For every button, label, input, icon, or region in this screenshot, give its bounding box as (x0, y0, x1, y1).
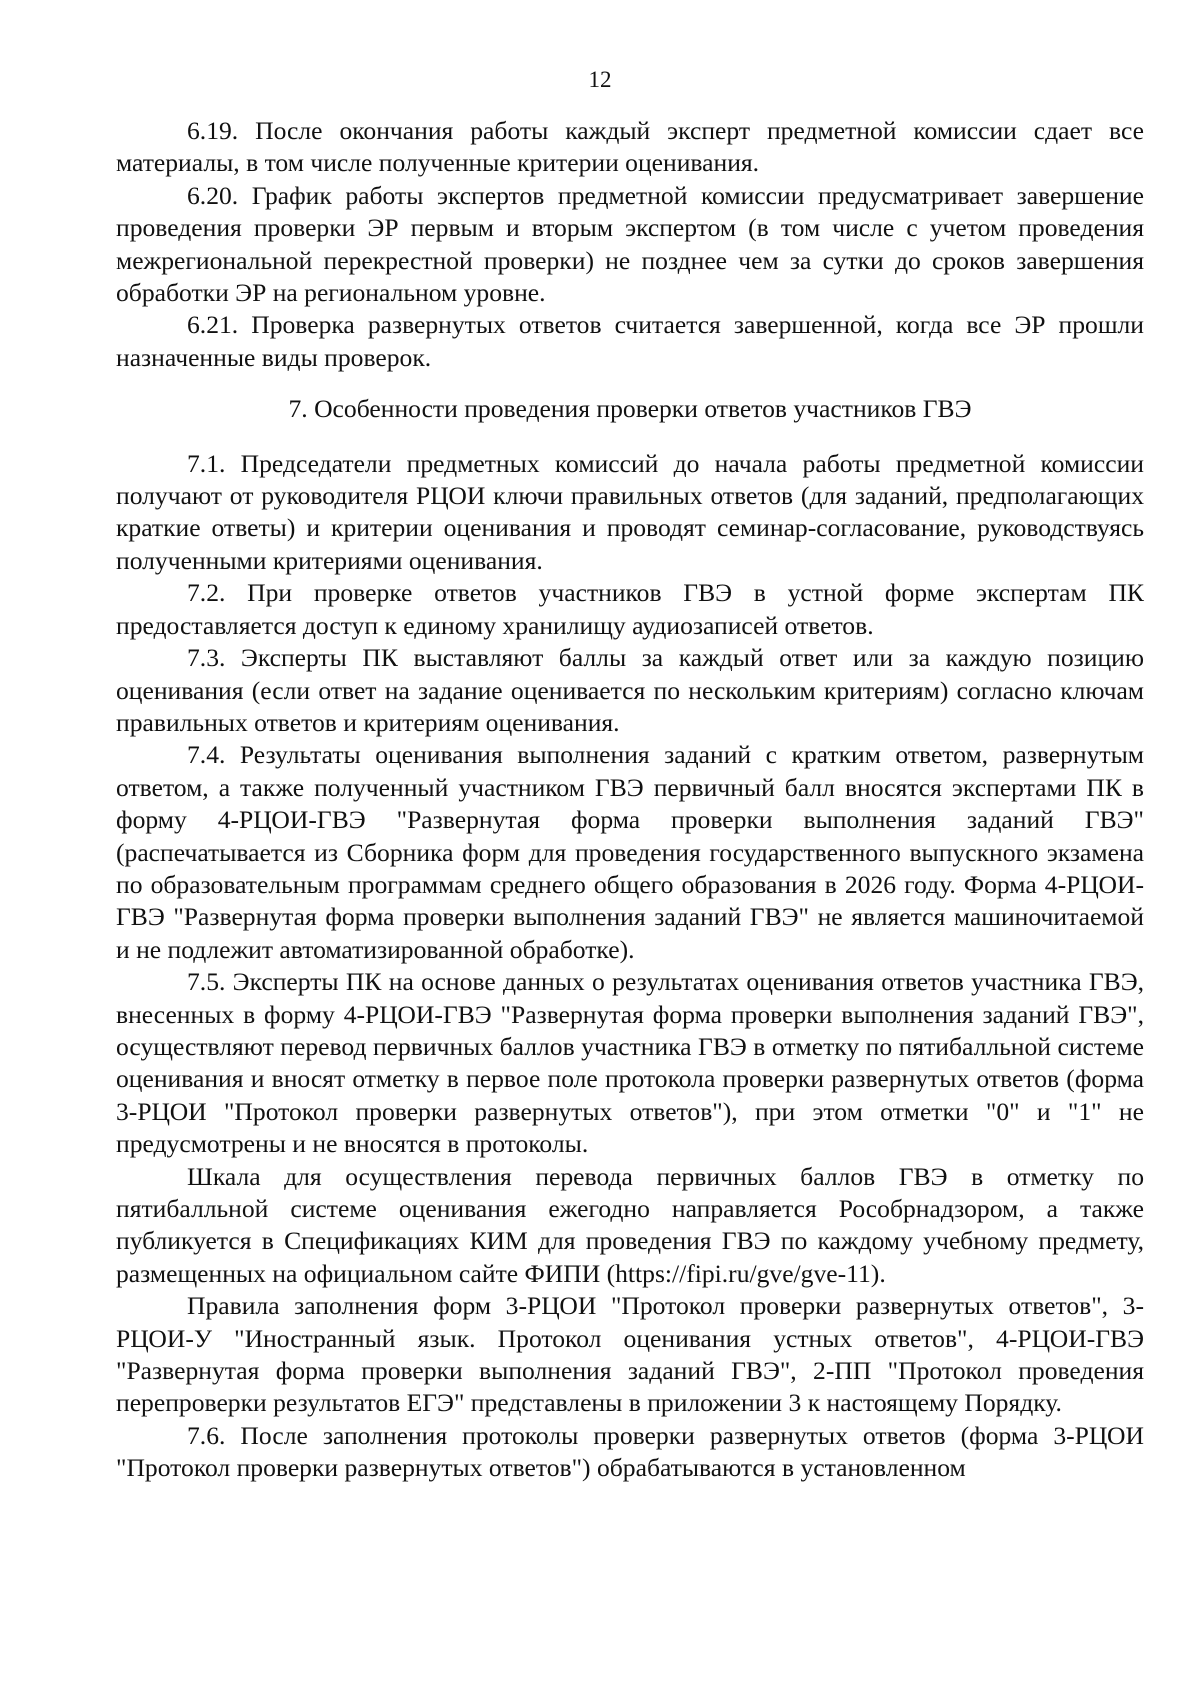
paragraph-7-1: 7.1. Председатели предметных комиссий до начала работы предметной комиссии получают от руководителя РЦОИ ключи правильных ответов (для заданий, предполагающих краткие ответы) и критерии оценивания и проводят семинар-согласование, руководствуясь полученными критериями оценивания. (116, 448, 1144, 575)
paragraph-7-5: 7.5. Эксперты ПК на основе данных о результатах оценивания ответов участника ГВЭ, внесенных в форму 4-РЦОИ-ГВЭ "Развернутая форма проверки выполнения заданий ГВЭ", осуществляют перевод первичных баллов участника ГВЭ в отметку по пятибалльной системе оценивания и вносят отметку в первое поле протокола проверки развернутых ответов (форма 3-РЦОИ "Протокол проверки развернутых ответов"), при этом отметки "0" и "1" не предусмотрены и не вносятся в протоколы. (116, 967, 1144, 1159)
paragraph-6-20: 6.20. График работы экспертов предметной комиссии предусматривает завершение проведения проверки ЭР первым и вторым экспертом (в том числе с учетом проведения межрегиональной перекрестной проверки) не позднее чем за сутки до сроков завершения обработки ЭР на региональном уровне. (116, 180, 1144, 308)
paragraph-6-21: 6.21. Проверка развернутых ответов считается завершенной, когда все ЭР прошли назначенные виды проверок. (116, 310, 1144, 372)
paragraph-rules: Правила заполнения форм 3-РЦОИ "Протокол проверки развернутых ответов", 3-РЦОИ-У "Иностранный язык. Протокол оценивания устных ответов", 4-РЦОИ-ГВЭ "Развернутая форма проверки выполнения заданий ГВЭ", 2-ПП "Протокол проведения перепроверки результатов ЕГЭ" представлены в приложении 3 к настоящему Порядку. (116, 1291, 1144, 1418)
paragraph-7-3: 7.3. Эксперты ПК выставляют баллы за каждый ответ или за каждую позицию оценивания (если ответ на задание оценивается по нескольким критериям) согласно ключам правильных ответов и критериям оценивания. (116, 643, 1144, 737)
paragraph-6-19: 6.19. После окончания работы каждый эксперт предметной комиссии сдает все материалы, в том числе полученные критерии оценивания. (116, 116, 1144, 178)
document-body (116, 115, 1144, 1485)
paragraph-7-2: 7.2. При проверке ответов участников ГВЭ в устной форме экспертам ПК предоставляется доступ к единому хранилищу аудиозаписей ответов. (116, 578, 1144, 640)
section-heading: 7. Особенности проведения проверки ответов участников ГВЭ (288, 394, 972, 424)
paragraph-scale: Шкала для осуществления перевода первичных баллов ГВЭ в отметку по пятибалльной системе оценивания ежегодно направляется Рособрнадзором, а также публикуется в Спецификациях КИМ для проведения ГВЭ по каждому учебному предмету, размещенных на официальном сайте ФИПИ (https://fipi.ru/gve/gve-11). (116, 1161, 1144, 1288)
page-number: 12 (588, 67, 612, 92)
paragraph-7-4: 7.4. Результаты оценивания выполнения заданий с кратким ответом, развернутым ответом, а также полученный участником ГВЭ первичный балл вносятся экспертами ПК в форму 4-РЦОИ-ГВЭ "Развернутая форма проверки выполнения заданий ГВЭ" (распечатывается из Сборника форм для проведения государственного выпускного экзамена по образовательным программам среднего общего образования в 2026 году. Форма 4-РЦОИ-ГВЭ "Развернутая форма проверки выполнения заданий ГВЭ" не является машиночитаемой и не подлежит автоматизированной обработке). (116, 740, 1144, 964)
paragraph-7-6: 7.6. После заполнения протоколы проверки развернутых ответов (форма 3-РЦОИ "Протокол проверки развернутых ответов") обрабатываются в установленном (116, 1420, 1144, 1483)
